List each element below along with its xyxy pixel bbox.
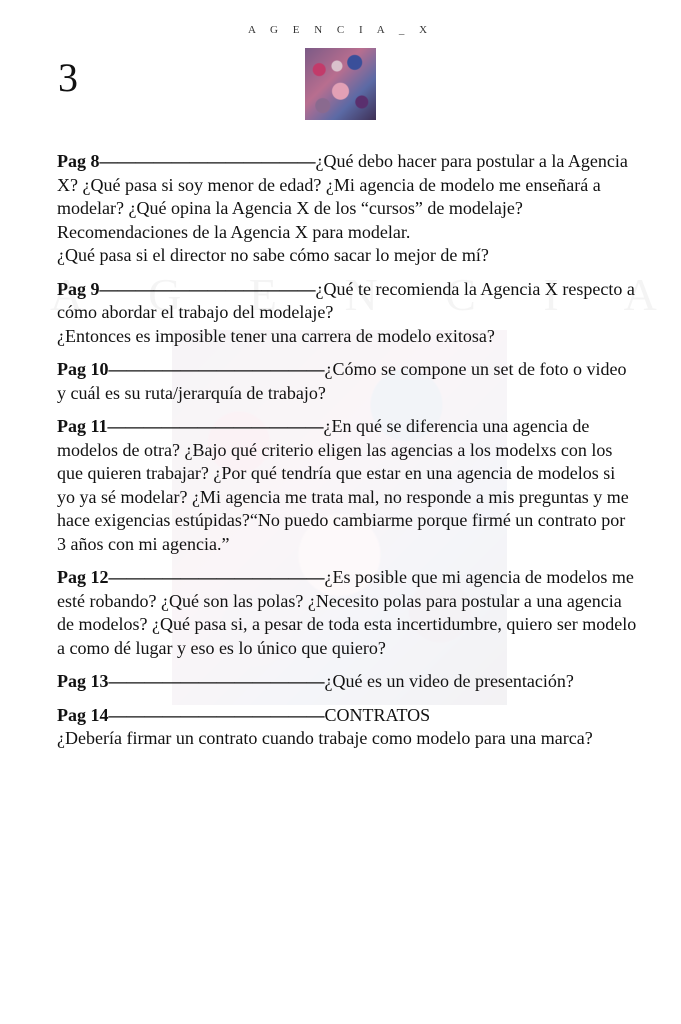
table-of-contents: [57, 150, 637, 761]
toc-dashes: ————————————: [108, 567, 325, 587]
toc-entry-text: ¿Qué te recomienda la Agencia X respecto a cómo abordar el trabajo del modelaje?: [57, 278, 635, 322]
toc-entry-pag-13: [57, 670, 637, 694]
page-number: 3: [58, 55, 78, 100]
toc-entry-text: ¿Qué debo hacer para postular a la Agencia X? ¿Qué pasa si soy menor de edad? ¿Mi agencia de modelo me enseñará a modelar? ¿Qué opina la Agencia X de los “cursos” de modelaje? Recomendaciones de la Agencia X para modelar.: [57, 151, 628, 242]
toc-entry-extra: ¿Debería firmar un contrato cuando trabaje como modelo para una marca?: [57, 728, 593, 748]
toc-dashes: ————————————: [108, 704, 325, 725]
toc-entry-pag-8: [57, 150, 637, 268]
agency-logo-image: [305, 48, 376, 120]
toc-dashes: ————————————: [99, 278, 316, 299]
toc-dashes: ————————————: [108, 671, 325, 691]
toc-entry-pag-10: [57, 358, 637, 405]
toc-page-label: Pag 8: [57, 151, 100, 171]
toc-entry-text: ¿Qué es un video de presentación?: [324, 671, 574, 691]
toc-entry-text: ¿Es posible que mi agencia de modelos me esté robando? ¿Qué son las polas? ¿Necesito polas para postular a una agencia de modelos? ¿Qué pasa si, a pesar de toda esta incertidumbre, quiero ser modelo a como dé lugar y eso es lo único que quiero?: [57, 567, 637, 658]
toc-entry-text: ¿Cómo se compone un set de foto o video y cuál es su ruta/jerarquía de trabajo?: [57, 359, 627, 403]
toc-entry-pag-12: [57, 566, 637, 660]
toc-entry-extra: ¿Qué pasa si el director no sabe cómo sacar lo mejor de mí?: [57, 245, 489, 265]
toc-page-label: Pag 12: [57, 567, 109, 587]
toc-dashes: ————————————: [99, 151, 316, 171]
toc-entry-text: CONTRATOS: [324, 704, 431, 725]
toc-entry-text: ¿En qué se diferencia una agencia de modelos de otra? ¿Bajo qué criterio eligen las agencias a los modelxs con los que quieren trabajar? ¿Por qué tendría que estar en una agencia de modelos si yo ya sé modelar? ¿Mi agencia me trata mal, no responde a mis preguntas y me hace exigencias estúpidas?“No puedo cambiarme porque firmé un contrato por 3 años con mi agencia.”: [57, 416, 629, 554]
toc-dashes: ————————————: [107, 416, 324, 436]
toc-page-label: Pag 13: [57, 671, 109, 691]
toc-page-label: Pag 9: [57, 278, 100, 299]
toc-page-label: Pag 14: [57, 704, 109, 725]
toc-page-label: Pag 10: [57, 359, 109, 379]
toc-dashes: ————————————: [108, 359, 325, 379]
toc-entry-pag-11: [57, 415, 637, 556]
toc-entry-pag-9: [57, 278, 637, 349]
brand-header: A G E N C I A _ X: [247, 24, 434, 36]
toc-entry-extra: ¿Entonces es imposible tener una carrera de modelo exitosa?: [57, 325, 495, 346]
toc-entry-pag-14: [57, 704, 637, 751]
toc-page-label: Pag 11: [57, 416, 108, 436]
